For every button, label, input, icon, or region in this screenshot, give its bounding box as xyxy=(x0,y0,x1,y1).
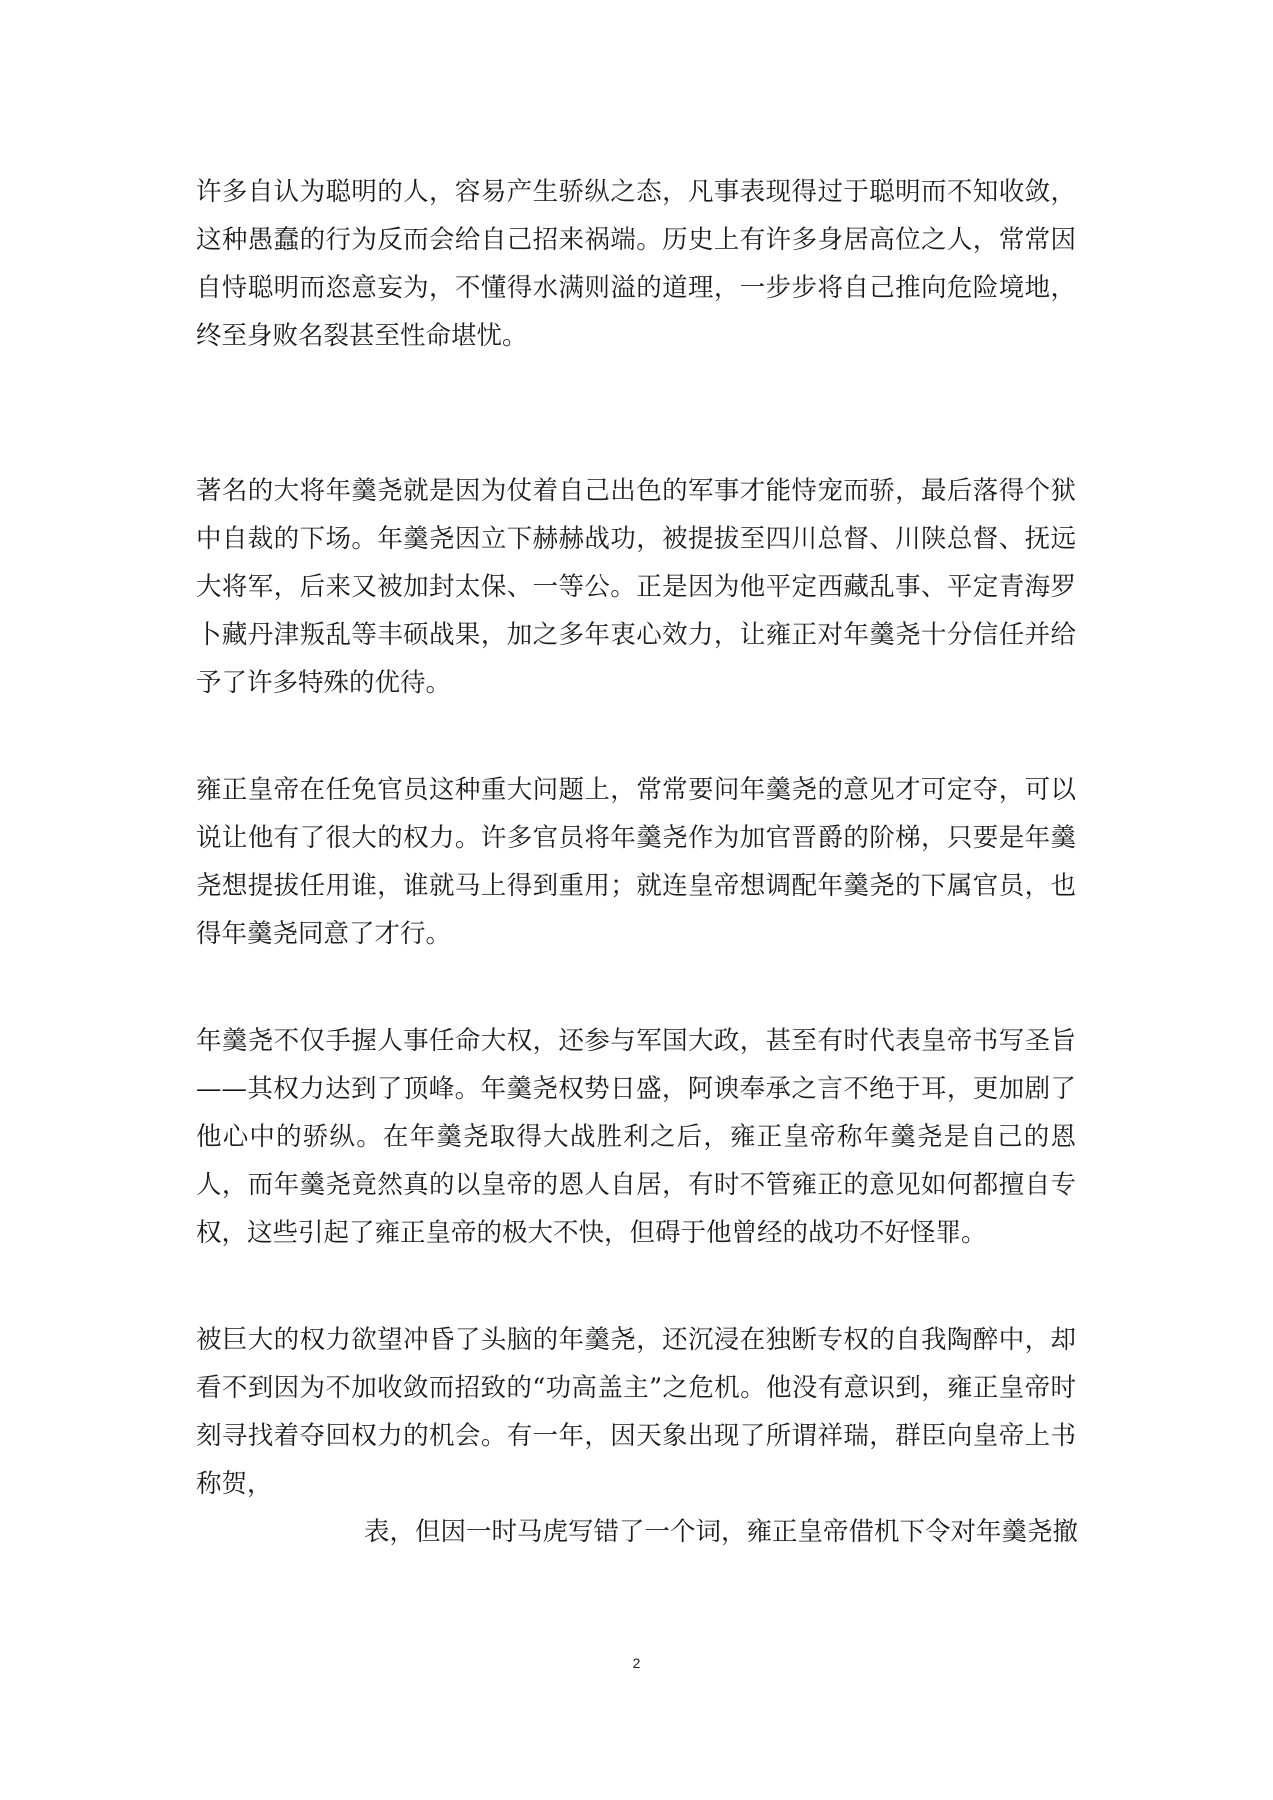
paragraph-2: 著名的大将年羹尧就是因为仗着自己出色的军事才能恃宠而骄，最后落得个狱中自裁的下场。年羹尧因立下赫赫战功，被提拔至四川总督、川陕总督、抚远大将军，后来又被加封太保、一等公。正是因为他平定西藏乱事、平定青海罗卜藏丹津叛乱等丰硕战果，加之多年衷心效力，让雍正对年羹尧十分信任并给予了许多特殊的优待。 xyxy=(196,476,1076,698)
paragraph-5-continuation-line: 表，但因一时马虎写错了一个词，雍正皇帝借机下令对年羹尧撤 xyxy=(364,1517,1079,1547)
paragraph-5: 被巨大的权力欲望冲昏了头脑的年羹尧，还沉浸在独断专权的自我陶醉中，却看不到因为不加收敛而招致的“功高盖主”之危机。他没有意识到，雍正皇帝时刻寻找着夺回权力的机会。有一年，因天象出现了所谓祥瑞，群臣向皇帝上书称贺， xyxy=(196,1325,1076,1499)
paragraph-1: 许多自认为聪明的人，容易产生骄纵之态，凡事表现得过于聪明而不知收敛，这种愚蠢的行为反而会给自己招来祸端。历史上有许多身居高位之人，常常因自恃聪明而恣意妄为，不懂得水满则溢的道理，一步步将自己推向危险境地，终至身败名裂甚至性命堪忧。 xyxy=(196,177,1076,351)
paragraph-3: 雍正皇帝在任免官员这种重大问题上，常常要问年羹尧的意见才可定夺，可以说让他有了很大的权力。许多官员将年羹尧作为加官晋爵的阶梯，只要是年羹尧想提拔任用谁，谁就马上得到重用；就连皇帝想调配年羹尧的下属官员，也得年羹尧同意了才行。 xyxy=(196,775,1076,949)
paragraph-4: 年羹尧不仅手握人事任命大权，还参与军国大政，甚至有时代表皇帝书写圣旨——其权力达到了顶峰。年羹尧权势日盛，阿谀奉承之言不绝于耳，更加剧了他心中的骄纵。在年羹尧取得大战胜利之后，雍正皇帝称年羹尧是自己的恩人，而年羹尧竟然真的以皇帝的恩人自居，有时不管雍正的意见如何都擅自专权，这些引起了雍正皇帝的极大不快，但碍于他曾经的战功不好怪罪。 xyxy=(196,1026,1076,1248)
page-number: 2 xyxy=(632,1655,641,1671)
